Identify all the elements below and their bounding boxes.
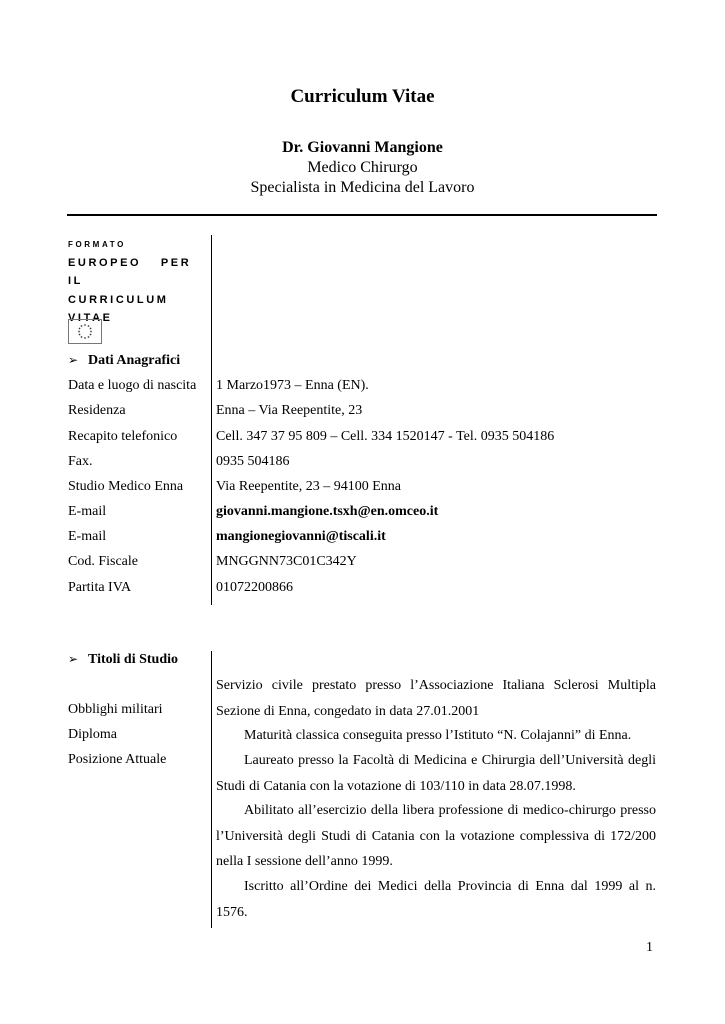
section-heading: Titoli di Studio — [88, 652, 179, 667]
format-heading-line1: formato — [68, 238, 126, 250]
format-heading-line2-text: EUROPEO PER IL — [68, 256, 192, 287]
row-label: E-mail — [68, 504, 107, 519]
paragraph-iscrizione — [216, 874, 656, 925]
page-number: 1 — [646, 940, 653, 955]
paragraph-laurea — [216, 748, 656, 799]
document-title: Curriculum Vitae — [290, 86, 435, 107]
row-label: E-mail — [68, 529, 107, 544]
maturita-text: Maturità classica conseguita presso l’Istituto “N. Colajanni” di Enna. — [244, 728, 632, 743]
iscrizione-text: Iscritto all’Ordine dei Medici della Provincia di Enna dal 1999 al n. 1576. — [216, 879, 656, 920]
row-label: Cod. Fiscale — [68, 554, 138, 569]
europass-format-heading — [68, 235, 213, 328]
row-value: Cell. 347 37 95 809 – Cell. 334 1520147 - Tel. 0935 504186 — [216, 429, 555, 444]
column-divider-bottom — [211, 651, 212, 928]
section-dati-anagrafici — [68, 353, 180, 369]
arrow-bullet-icon: ➢ — [68, 652, 79, 666]
paragraph-abilitazione — [216, 798, 656, 875]
row-label: Residenza — [68, 403, 126, 418]
author-name: Dr. Giovanni Mangione — [282, 139, 443, 156]
row-value: 1 Marzo1973 – Enna (EN). — [216, 378, 369, 393]
row-label: Recapito telefonico — [68, 429, 178, 444]
arrow-bullet-icon: ➢ — [68, 353, 79, 367]
email-link[interactable]: giovanni.mangione.tsxh@en.omceo.it — [216, 504, 439, 519]
label-diploma: Diploma — [68, 727, 117, 742]
format-heading-line4: VITAE — [68, 312, 113, 324]
row-label: Studio Medico Enna — [68, 479, 184, 494]
row-value: 0935 504186 — [216, 454, 290, 469]
laurea-text: Laureato presso la Facoltà di Medicina e Chirurgia dell’Università degli Studi di Catania con la votazione di 103/110 in data 28.07.1998. — [216, 753, 656, 794]
abilitazione-text: Abilitato all’esercizio della libera professione di medico-chirurgo presso l’Università degli Studi di Catania con la votazione complessiva di 172/200 nella I sessione dell’anno 1999. — [216, 803, 656, 869]
section-titoli-di-studio — [68, 652, 178, 668]
format-heading-line2 — [68, 254, 213, 291]
email-link[interactable]: mangionegiovanni@tiscali.it — [216, 529, 386, 544]
row-label: Fax. — [68, 454, 93, 469]
section-heading: Dati Anagrafici — [88, 353, 181, 368]
row-label: Partita IVA — [68, 580, 132, 595]
label-obblighi-militari: Obblighi militari — [68, 702, 163, 717]
row-value: MNGGNN73C01C342Y — [216, 554, 357, 569]
row-value: Enna – Via Reepentite, 23 — [216, 403, 363, 418]
row-label: Data e luogo di nascita — [68, 378, 197, 393]
author-specialty: Specialista in Medicina del Lavoro — [250, 179, 475, 196]
paragraph-maturita — [216, 723, 656, 749]
author-role: Medico Chirurgo — [307, 159, 418, 176]
eu-flag-icon — [68, 319, 102, 344]
row-value: Via Reepentite, 23 – 94100 Enna — [216, 479, 402, 494]
paragraph-servizio-civile: Servizio civile prestato presso l’Associazione Italiana Sclerosi Multipla Sezione di Enna, congedato in data 27.01.2001 — [216, 678, 656, 719]
header-rule — [67, 214, 657, 216]
format-heading-line3: CURRICULUM — [68, 293, 169, 306]
row-value: 01072200866 — [216, 580, 293, 595]
column-divider-top — [211, 235, 212, 605]
label-posizione-attuale: Posizione Attuale — [68, 752, 167, 767]
